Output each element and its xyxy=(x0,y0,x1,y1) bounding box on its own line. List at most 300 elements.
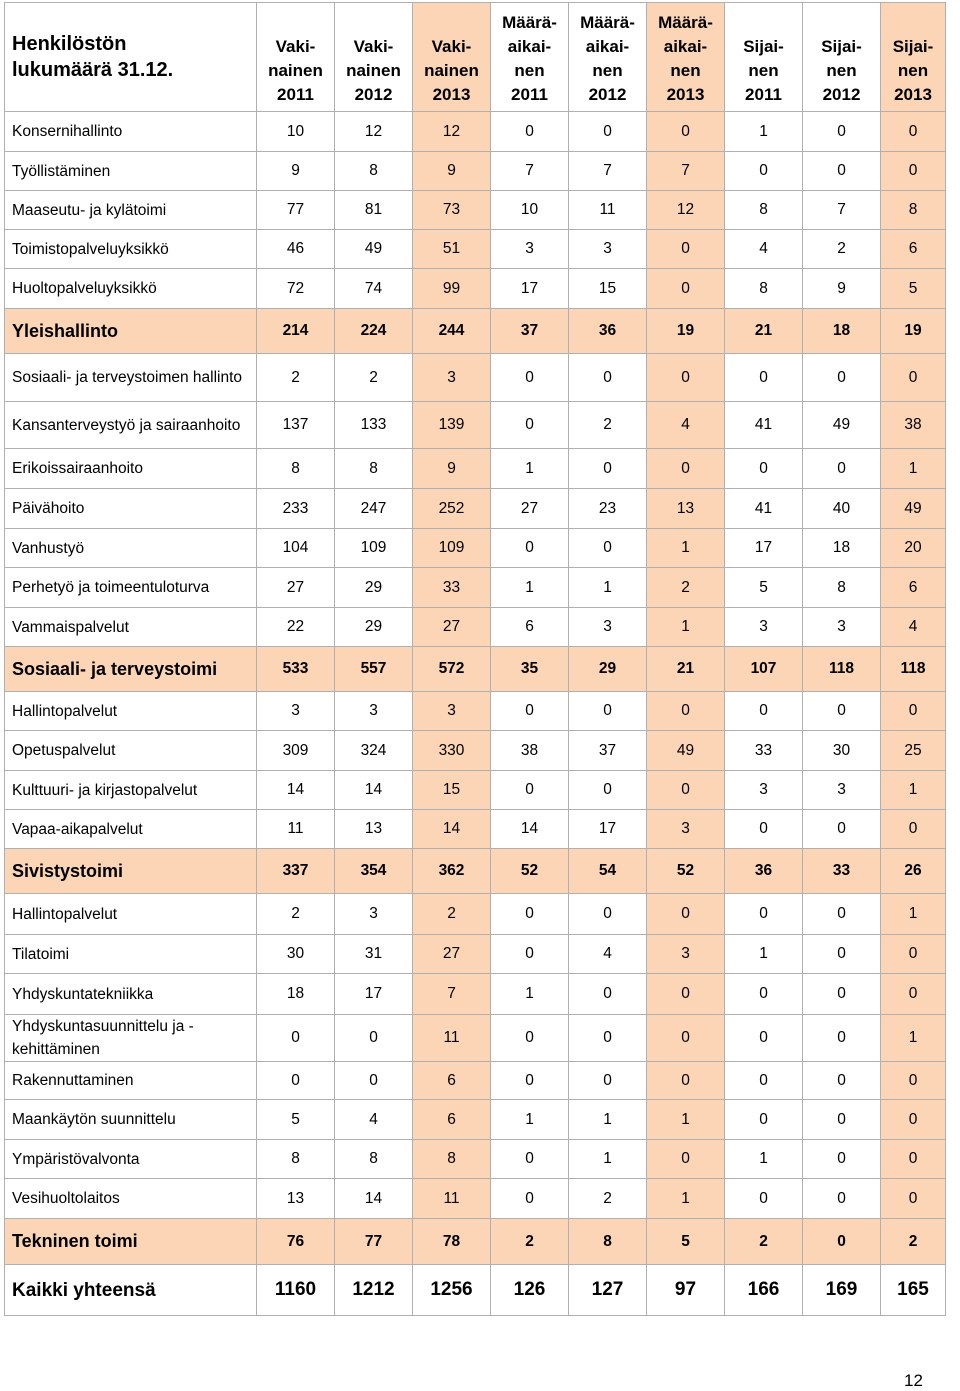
value-cell: 118 xyxy=(881,647,946,692)
value-cell: 37 xyxy=(569,731,647,771)
summary-row xyxy=(5,309,946,354)
value-cell: 2 xyxy=(413,894,491,935)
summary-row xyxy=(5,647,946,692)
value-cell: 8 xyxy=(335,152,413,191)
value-cell: 2 xyxy=(569,402,647,449)
value-cell: 78 xyxy=(413,1219,491,1265)
value-cell: 0 xyxy=(725,354,803,402)
value-cell: 1 xyxy=(881,894,946,935)
value-cell: 19 xyxy=(881,309,946,354)
value-cell: 4 xyxy=(725,230,803,269)
value-cell: 8 xyxy=(257,449,335,489)
value-cell: 224 xyxy=(335,309,413,354)
value-cell: 9 xyxy=(257,152,335,191)
value-cell: 4 xyxy=(881,608,946,647)
value-cell: 2 xyxy=(881,1219,946,1265)
value-cell: 0 xyxy=(647,449,725,489)
value-cell: 3 xyxy=(725,771,803,810)
value-cell: 0 xyxy=(803,935,881,974)
value-cell: 7 xyxy=(647,152,725,191)
value-cell: 6 xyxy=(413,1062,491,1100)
value-cell: 533 xyxy=(257,647,335,692)
value-cell: 0 xyxy=(647,112,725,152)
row-label: Konsernihallinto xyxy=(5,112,257,152)
value-cell: 2 xyxy=(647,568,725,608)
value-cell: 12 xyxy=(647,191,725,230)
header-line: Määrä- xyxy=(580,13,635,32)
value-cell: 2 xyxy=(569,1179,647,1219)
row-label: Työllistäminen xyxy=(5,152,257,191)
table-row xyxy=(5,354,946,402)
table-row xyxy=(5,449,946,489)
staff-count-table xyxy=(4,2,946,1316)
value-cell: 1 xyxy=(725,112,803,152)
value-cell: 8 xyxy=(413,1140,491,1179)
value-cell: 0 xyxy=(569,894,647,935)
value-cell: 2 xyxy=(725,1219,803,1265)
value-cell: 49 xyxy=(647,731,725,771)
value-cell: 0 xyxy=(491,1179,569,1219)
value-cell: 0 xyxy=(881,810,946,849)
value-cell: 1 xyxy=(725,1140,803,1179)
value-cell: 14 xyxy=(413,810,491,849)
row-label: Hallintopalvelut xyxy=(5,894,257,935)
value-cell: 25 xyxy=(881,731,946,771)
value-cell: 29 xyxy=(335,568,413,608)
value-cell: 0 xyxy=(803,112,881,152)
value-cell: 33 xyxy=(413,568,491,608)
value-cell: 0 xyxy=(491,354,569,402)
value-cell: 4 xyxy=(647,402,725,449)
value-cell: 1 xyxy=(491,974,569,1015)
value-cell: 0 xyxy=(725,810,803,849)
value-cell: 3 xyxy=(569,230,647,269)
header-maaraaikainen-2011 xyxy=(491,3,569,112)
value-cell: 18 xyxy=(803,309,881,354)
value-cell: 118 xyxy=(803,647,881,692)
value-cell: 0 xyxy=(569,449,647,489)
value-cell: 244 xyxy=(413,309,491,354)
value-cell: 127 xyxy=(569,1265,647,1316)
value-cell: 8 xyxy=(257,1140,335,1179)
header-line: 2012 xyxy=(822,85,861,104)
value-cell: 4 xyxy=(335,1100,413,1140)
header-line: Vaki- xyxy=(431,37,472,56)
value-cell: 0 xyxy=(725,1015,803,1062)
value-cell: 14 xyxy=(335,771,413,810)
row-label: Yhdyskuntatekniikka xyxy=(5,974,257,1015)
value-cell: 9 xyxy=(413,449,491,489)
table-row xyxy=(5,771,946,810)
value-cell: 0 xyxy=(803,1062,881,1100)
table-row xyxy=(5,608,946,647)
row-label: Hallintopalvelut xyxy=(5,692,257,731)
value-cell: 3 xyxy=(647,935,725,974)
value-cell: 557 xyxy=(335,647,413,692)
value-cell: 21 xyxy=(647,647,725,692)
value-cell: 2 xyxy=(335,354,413,402)
value-cell: 0 xyxy=(335,1015,413,1062)
value-cell: 169 xyxy=(803,1265,881,1316)
header-maaraaikainen-2013 xyxy=(647,3,725,112)
value-cell: 247 xyxy=(335,489,413,529)
value-cell: 139 xyxy=(413,402,491,449)
row-label: Perhetyö ja toimeentuloturva xyxy=(5,568,257,608)
header-line: aikai- xyxy=(507,37,552,56)
value-cell: 0 xyxy=(725,692,803,731)
title-line-1: Henkilöstön xyxy=(12,33,127,55)
value-cell: 6 xyxy=(881,230,946,269)
value-cell: 27 xyxy=(257,568,335,608)
value-cell: 109 xyxy=(335,529,413,568)
value-cell: 49 xyxy=(335,230,413,269)
value-cell: 76 xyxy=(257,1219,335,1265)
value-cell: 0 xyxy=(569,771,647,810)
row-label: Sosiaali- ja terveystoimi xyxy=(5,647,257,692)
value-cell: 0 xyxy=(803,152,881,191)
table-row xyxy=(5,568,946,608)
value-cell: 54 xyxy=(569,849,647,894)
row-label: Tilatoimi xyxy=(5,935,257,974)
value-cell: 0 xyxy=(491,1140,569,1179)
value-cell: 0 xyxy=(881,1100,946,1140)
header-line: 2011 xyxy=(277,85,314,104)
value-cell: 11 xyxy=(413,1179,491,1219)
value-cell: 0 xyxy=(647,692,725,731)
value-cell: 0 xyxy=(569,692,647,731)
value-cell: 0 xyxy=(881,354,946,402)
value-cell: 11 xyxy=(257,810,335,849)
value-cell: 18 xyxy=(803,529,881,568)
value-cell: 13 xyxy=(647,489,725,529)
value-cell: 46 xyxy=(257,230,335,269)
value-cell: 1 xyxy=(491,568,569,608)
value-cell: 324 xyxy=(335,731,413,771)
header-line: Sijai- xyxy=(821,37,862,56)
table-row xyxy=(5,191,946,230)
value-cell: 20 xyxy=(881,529,946,568)
value-cell: 0 xyxy=(569,529,647,568)
value-cell: 572 xyxy=(413,647,491,692)
value-cell: 17 xyxy=(725,529,803,568)
title-line-2: lukumäärä 31.12. xyxy=(12,59,174,81)
row-label: Vesihuoltolaitos xyxy=(5,1179,257,1219)
value-cell: 99 xyxy=(413,269,491,309)
value-cell: 17 xyxy=(335,974,413,1015)
value-cell: 0 xyxy=(491,1062,569,1100)
value-cell: 41 xyxy=(725,489,803,529)
table-row xyxy=(5,1140,946,1179)
table-row xyxy=(5,152,946,191)
header-vakinainen-2012 xyxy=(335,3,413,112)
value-cell: 7 xyxy=(569,152,647,191)
value-cell: 52 xyxy=(491,849,569,894)
value-cell: 51 xyxy=(413,230,491,269)
value-cell: 3 xyxy=(569,608,647,647)
value-cell: 1212 xyxy=(335,1265,413,1316)
value-cell: 14 xyxy=(335,1179,413,1219)
value-cell: 0 xyxy=(491,1015,569,1062)
value-cell: 0 xyxy=(491,692,569,731)
summary-row xyxy=(5,849,946,894)
row-label: Vammaispalvelut xyxy=(5,608,257,647)
table-title xyxy=(5,3,257,112)
value-cell: 30 xyxy=(257,935,335,974)
value-cell: 0 xyxy=(569,112,647,152)
value-cell: 1 xyxy=(647,529,725,568)
value-cell: 6 xyxy=(491,608,569,647)
table-row xyxy=(5,692,946,731)
value-cell: 6 xyxy=(881,568,946,608)
value-cell: 81 xyxy=(335,191,413,230)
value-cell: 1 xyxy=(569,1100,647,1140)
table-row xyxy=(5,1100,946,1140)
value-cell: 13 xyxy=(335,810,413,849)
row-label: Maaseutu- ja kylätoimi xyxy=(5,191,257,230)
value-cell: 3 xyxy=(491,230,569,269)
value-cell: 0 xyxy=(647,269,725,309)
header-line: Vaki- xyxy=(275,37,316,56)
row-label: Maankäytön suunnittelu xyxy=(5,1100,257,1140)
value-cell: 2 xyxy=(491,1219,569,1265)
value-cell: 214 xyxy=(257,309,335,354)
header-line: 2012 xyxy=(588,85,627,104)
table-row xyxy=(5,894,946,935)
value-cell: 27 xyxy=(491,489,569,529)
value-cell: 9 xyxy=(803,269,881,309)
header-maaraaikainen-2012 xyxy=(569,3,647,112)
value-cell: 3 xyxy=(413,354,491,402)
row-label: Yhdyskuntasuunnittelu ja -kehittäminen xyxy=(5,1015,257,1062)
table-row xyxy=(5,402,946,449)
value-cell: 15 xyxy=(569,269,647,309)
value-cell: 8 xyxy=(725,269,803,309)
value-cell: 29 xyxy=(569,647,647,692)
value-cell: 1 xyxy=(647,608,725,647)
value-cell: 17 xyxy=(491,269,569,309)
header-line: Määrä- xyxy=(658,13,713,32)
value-cell: 5 xyxy=(257,1100,335,1140)
value-cell: 0 xyxy=(569,1015,647,1062)
row-label: Erikoissairaanhoito xyxy=(5,449,257,489)
value-cell: 38 xyxy=(881,402,946,449)
header-line: Vaki- xyxy=(353,37,394,56)
value-cell: 104 xyxy=(257,529,335,568)
value-cell: 0 xyxy=(803,1140,881,1179)
value-cell: 0 xyxy=(725,152,803,191)
value-cell: 1 xyxy=(647,1100,725,1140)
value-cell: 0 xyxy=(725,974,803,1015)
value-cell: 52 xyxy=(647,849,725,894)
table-row xyxy=(5,935,946,974)
value-cell: 0 xyxy=(647,771,725,810)
value-cell: 72 xyxy=(257,269,335,309)
row-label: Ympäristövalvonta xyxy=(5,1140,257,1179)
value-cell: 18 xyxy=(257,974,335,1015)
value-cell: 0 xyxy=(647,354,725,402)
value-cell: 37 xyxy=(491,309,569,354)
value-cell: 12 xyxy=(335,112,413,152)
value-cell: 330 xyxy=(413,731,491,771)
header-line: nen xyxy=(514,61,545,80)
value-cell: 354 xyxy=(335,849,413,894)
header-line: nainen xyxy=(346,61,401,80)
row-label: Sivistystoimi xyxy=(5,849,257,894)
value-cell: 31 xyxy=(335,935,413,974)
value-cell: 0 xyxy=(725,1062,803,1100)
value-cell: 10 xyxy=(257,112,335,152)
value-cell: 7 xyxy=(491,152,569,191)
value-cell: 0 xyxy=(803,810,881,849)
value-cell: 0 xyxy=(803,449,881,489)
value-cell: 0 xyxy=(725,1179,803,1219)
value-cell: 0 xyxy=(491,529,569,568)
value-cell: 165 xyxy=(881,1265,946,1316)
value-cell: 1 xyxy=(647,1179,725,1219)
row-label: Rakennuttaminen xyxy=(5,1062,257,1100)
value-cell: 1 xyxy=(569,1140,647,1179)
header-line: 2013 xyxy=(666,85,705,104)
row-label: Vanhustyö xyxy=(5,529,257,568)
value-cell: 8 xyxy=(569,1219,647,1265)
value-cell: 4 xyxy=(569,935,647,974)
value-cell: 0 xyxy=(491,894,569,935)
value-cell: 0 xyxy=(803,1100,881,1140)
value-cell: 0 xyxy=(803,692,881,731)
value-cell: 0 xyxy=(803,1219,881,1265)
value-cell: 0 xyxy=(725,1100,803,1140)
value-cell: 5 xyxy=(725,568,803,608)
header-sijainen-2013 xyxy=(881,3,946,112)
header-line: 2013 xyxy=(894,85,932,104)
value-cell: 0 xyxy=(491,402,569,449)
header-line: Sijai- xyxy=(892,37,934,56)
row-label: Kaikki yhteensä xyxy=(5,1265,257,1316)
value-cell: 0 xyxy=(803,974,881,1015)
header-line: nainen xyxy=(424,61,479,80)
table-row xyxy=(5,810,946,849)
value-cell: 3 xyxy=(413,692,491,731)
value-cell: 27 xyxy=(413,935,491,974)
row-label: Sosiaali- ja terveystoimen hallinto xyxy=(5,354,257,402)
value-cell: 1256 xyxy=(413,1265,491,1316)
value-cell: 41 xyxy=(725,402,803,449)
page-number: 12 xyxy=(904,1371,923,1390)
value-cell: 133 xyxy=(335,402,413,449)
value-cell: 33 xyxy=(803,849,881,894)
value-cell: 7 xyxy=(803,191,881,230)
value-cell: 19 xyxy=(647,309,725,354)
value-cell: 36 xyxy=(725,849,803,894)
value-cell: 33 xyxy=(725,731,803,771)
value-cell: 8 xyxy=(803,568,881,608)
value-cell: 7 xyxy=(413,974,491,1015)
header-vakinainen-2011 xyxy=(257,3,335,112)
value-cell: 14 xyxy=(491,810,569,849)
value-cell: 38 xyxy=(491,731,569,771)
value-cell: 8 xyxy=(725,191,803,230)
value-cell: 0 xyxy=(647,1140,725,1179)
value-cell: 109 xyxy=(413,529,491,568)
header-vakinainen-2013 xyxy=(413,3,491,112)
row-label: Kulttuuri- ja kirjastopalvelut xyxy=(5,771,257,810)
header-sijainen-2011 xyxy=(725,3,803,112)
row-label: Yleishallinto xyxy=(5,309,257,354)
value-cell: 166 xyxy=(725,1265,803,1316)
table-row xyxy=(5,974,946,1015)
header-line: 2012 xyxy=(354,85,393,104)
table-row xyxy=(5,1062,946,1100)
value-cell: 1160 xyxy=(257,1265,335,1316)
header-line: nen xyxy=(826,61,857,80)
summary-row xyxy=(5,1219,946,1265)
value-cell: 1 xyxy=(491,1100,569,1140)
header-line: nen xyxy=(897,61,929,80)
value-cell: 12 xyxy=(413,112,491,152)
value-cell: 8 xyxy=(881,191,946,230)
value-cell: 0 xyxy=(881,1062,946,1100)
value-cell: 97 xyxy=(647,1265,725,1316)
value-cell: 0 xyxy=(881,1140,946,1179)
value-cell: 1 xyxy=(881,771,946,810)
value-cell: 0 xyxy=(335,1062,413,1100)
value-cell: 21 xyxy=(725,309,803,354)
row-label: Päivähoito xyxy=(5,489,257,529)
value-cell: 3 xyxy=(803,771,881,810)
value-cell: 0 xyxy=(491,112,569,152)
value-cell: 2 xyxy=(803,230,881,269)
value-cell: 27 xyxy=(413,608,491,647)
value-cell: 107 xyxy=(725,647,803,692)
header-row xyxy=(5,3,946,112)
row-label: Vapaa-aikapalvelut xyxy=(5,810,257,849)
header-line: nen xyxy=(670,61,701,80)
table-row xyxy=(5,731,946,771)
header-line: nainen xyxy=(268,61,323,80)
value-cell: 0 xyxy=(725,894,803,935)
table-row xyxy=(5,1179,946,1219)
value-cell: 0 xyxy=(881,974,946,1015)
table-row xyxy=(5,489,946,529)
value-cell: 3 xyxy=(647,810,725,849)
value-cell: 77 xyxy=(335,1219,413,1265)
value-cell: 36 xyxy=(569,309,647,354)
total-row xyxy=(5,1265,946,1316)
value-cell: 1 xyxy=(491,449,569,489)
value-cell: 0 xyxy=(803,894,881,935)
value-cell: 10 xyxy=(491,191,569,230)
table-row xyxy=(5,230,946,269)
value-cell: 0 xyxy=(725,449,803,489)
value-cell: 0 xyxy=(881,692,946,731)
value-cell: 3 xyxy=(257,692,335,731)
value-cell: 0 xyxy=(647,974,725,1015)
value-cell: 337 xyxy=(257,849,335,894)
value-cell: 11 xyxy=(413,1015,491,1062)
value-cell: 29 xyxy=(335,608,413,647)
value-cell: 30 xyxy=(803,731,881,771)
header-line: 2011 xyxy=(745,85,782,104)
value-cell: 0 xyxy=(491,935,569,974)
table-row xyxy=(5,112,946,152)
value-cell: 6 xyxy=(413,1100,491,1140)
value-cell: 3 xyxy=(335,692,413,731)
value-cell: 0 xyxy=(803,1015,881,1062)
value-cell: 23 xyxy=(569,489,647,529)
value-cell: 0 xyxy=(881,152,946,191)
value-cell: 137 xyxy=(257,402,335,449)
value-cell: 17 xyxy=(569,810,647,849)
